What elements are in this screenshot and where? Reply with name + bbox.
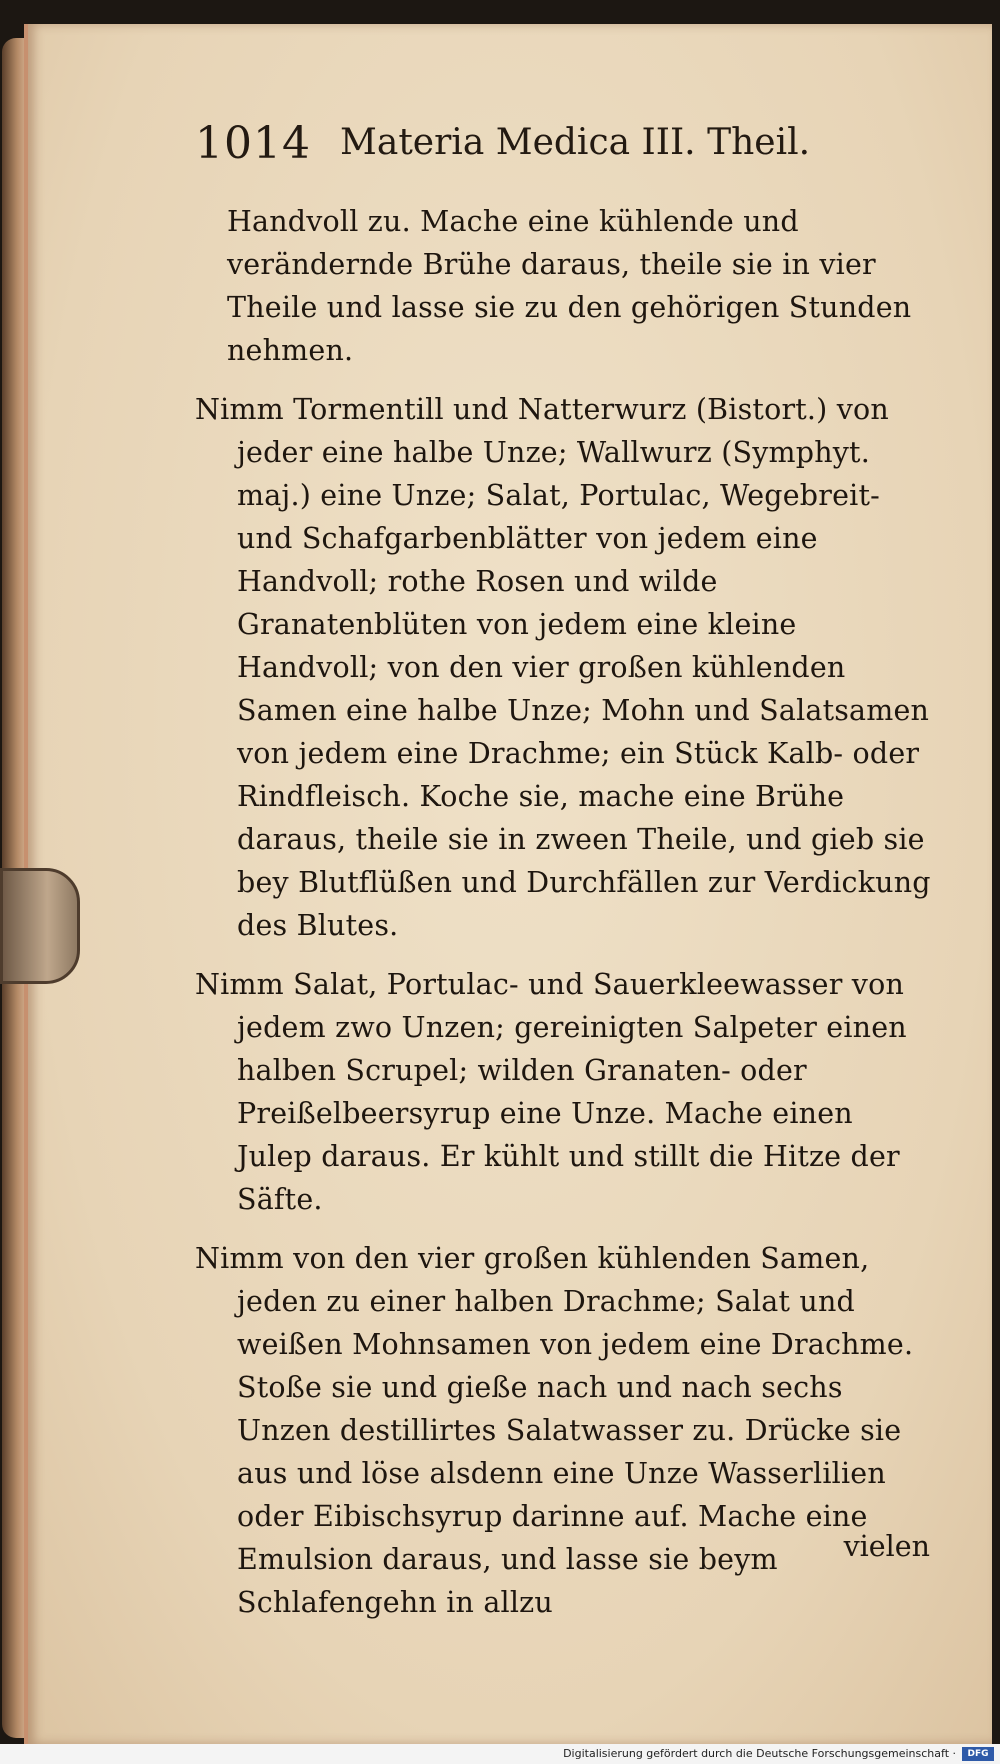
paragraph-recipe: Nimm Salat, Portulac- und Sauerkleewasser von jedem zwo Unzen; gereinigten Salpeter einen halben Scrupel; wilden Granaten- oder Preißelbeersyrup eine Unze. Mache einen Julep daraus. Er kühlt und stillt die Hitze der Säfte. [195, 968, 907, 1216]
page-header [195, 118, 835, 178]
page-clip [0, 868, 80, 984]
catchword: vielen [843, 1530, 930, 1563]
digitization-credit: Digitalisierung gefördert durch die Deutsche Forschungsgemeinschaft · [563, 1747, 956, 1760]
paragraph-continuation: Handvoll zu. Mache eine kühlende und verändernde Brühe daraus, theile sie in vier Theile und lasse sie zu den gehörigen Stunden nehmen. [227, 205, 912, 367]
paragraph-recipe: Nimm Tormentill und Natterwurz (Bistort.) von jeder eine halbe Unze; Wallwurz (Symphyt. maj.) eine Unze; Salat, Portulac, Wegebreit- und Schafgarbenblätter von jedem eine Handvoll; rothe Rosen und wilde Granatenblüten von jedem eine kleine Handvoll; von den vier großen kühlenden Samen eine halbe Unze; Mohn und Salatsamen von jedem eine Drachme; ein Stück Kalb- oder Rindfleisch. Koche sie, mache eine Brühe daraus, theile sie in zween Theile, und gieb sie bey Blutflüßen und Durchfällen zur Verdickung des Blutes. [195, 393, 931, 942]
running-title: Materia Medica III. Theil. [340, 122, 811, 163]
dfg-logo: DFG [962, 1747, 994, 1761]
page-number: 1014 [195, 118, 311, 169]
paragraph-recipe: Nimm von den vier großen kühlenden Samen, jeden zu einer halben Drachme; Salat und weißen Mohnsamen von jedem eine Drachme. Stoße sie und gieße nach und nach sechs Unzen destillirtes Salatwasser zu. Drücke sie aus und löse alsdenn eine Unze Wasserlilien oder Eibischsyrup darinne auf. Mache eine Emulsion daraus, und lasse sie beym Schlafengehn in allzu [195, 1242, 914, 1619]
page-body [195, 200, 935, 1640]
